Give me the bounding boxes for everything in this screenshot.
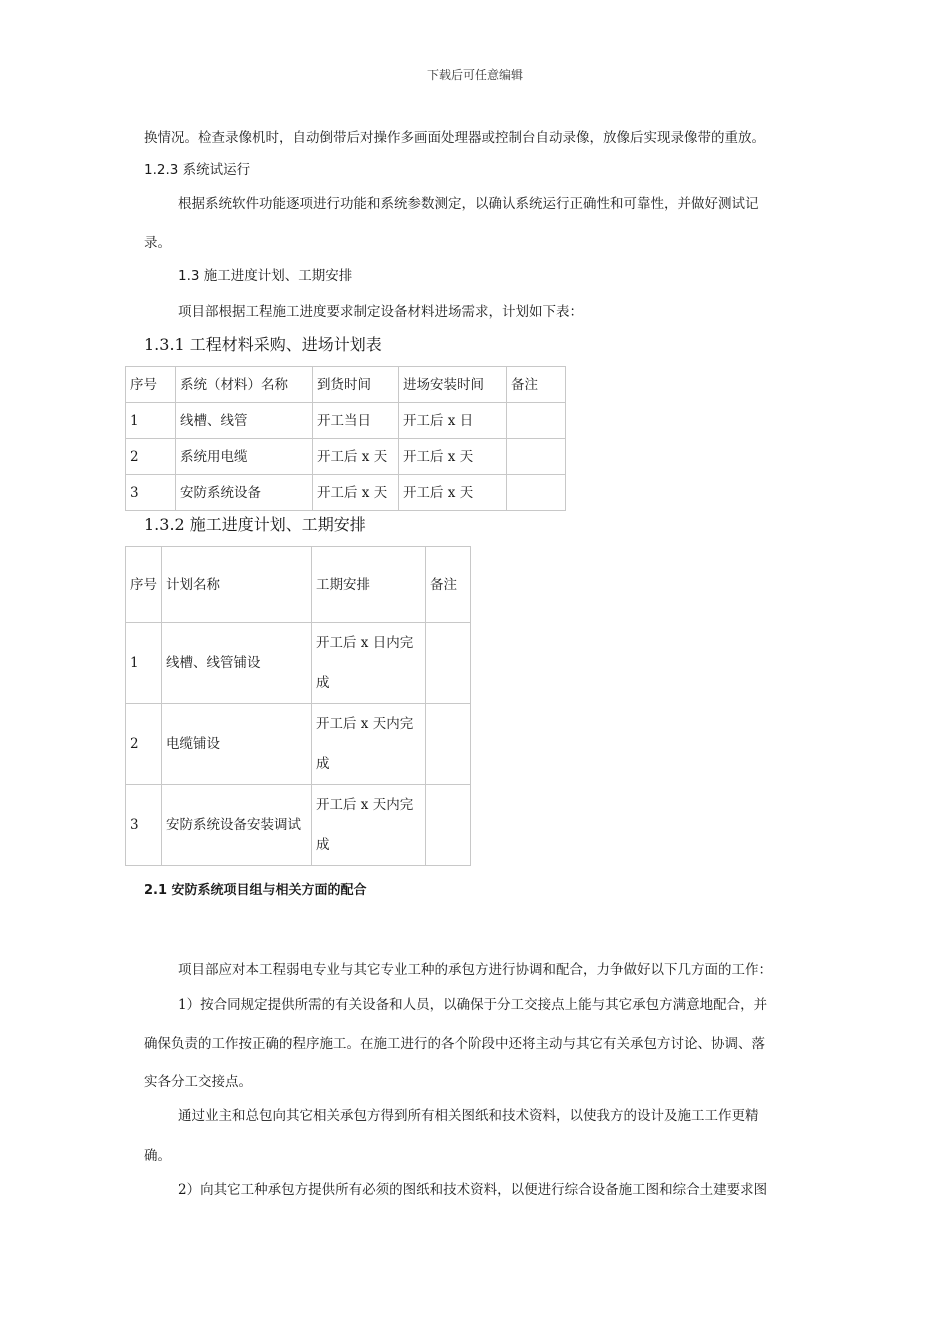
table-cell: 2 xyxy=(126,704,162,785)
paragraph: 项目部应对本工程弱电专业与其它专业工种的承包方进行协调和配合，力争做好以下几方面的工作： xyxy=(178,962,772,978)
table-cell: 线槽、线管 xyxy=(176,403,313,439)
table-cell: 安防系统设备安装调试 xyxy=(162,785,312,866)
table-header-cell: 工期安排 xyxy=(312,547,426,623)
page-header: 下载后可任意编辑 xyxy=(426,68,523,82)
table-cell: 开工后 x 天 xyxy=(313,439,399,475)
table-cell: 1 xyxy=(126,403,176,439)
paragraph: 通过业主和总包向其它相关承包方得到所有相关图纸和技术资料，以使我方的设计及施工工作更精 xyxy=(178,1108,759,1124)
table-header-row xyxy=(126,547,471,623)
table-cell: 2 xyxy=(126,439,176,475)
table-cell: 开工后 x 天内完成 xyxy=(312,704,426,785)
table-cell: 开工后 x 天 xyxy=(399,475,507,511)
paragraph: 1）按合同规定提供所需的有关设备和人员，以确保于分工交接点上能与其它承包方满意地配合，并 xyxy=(178,997,768,1013)
table-row xyxy=(126,785,471,866)
section-heading-2-1: 2.1 安防系统项目组与相关方面的配合 xyxy=(144,883,367,898)
paragraph: 2）向其它工种承包方提供所有必须的图纸和技术资料，以便进行综合设备施工图和综合土建要求图 xyxy=(178,1182,768,1198)
table-cell: 开工后 x 日 xyxy=(399,403,507,439)
table-title-1-3-1: 1.3.1 工程材料采购、进场计划表 xyxy=(144,335,382,354)
table-header-cell: 进场安装时间 xyxy=(399,367,507,403)
table-cell: 线槽、线管铺设 xyxy=(162,623,312,704)
table-cell xyxy=(426,623,471,704)
table-header-cell: 备注 xyxy=(507,367,566,403)
table-header-cell: 到货时间 xyxy=(313,367,399,403)
table-cell xyxy=(507,403,566,439)
table-cell: 3 xyxy=(126,785,162,866)
paragraph: 确。 xyxy=(144,1148,171,1164)
paragraph: 实各分工交接点。 xyxy=(144,1074,252,1090)
paragraph: 确保负责的工作按正确的程序施工。在施工进行的各个阶段中还将主动与其它有关承包方讨论、协调、落 xyxy=(144,1036,765,1052)
table-header-cell: 系统（材料）名称 xyxy=(176,367,313,403)
table-cell: 安防系统设备 xyxy=(176,475,313,511)
table-cell xyxy=(426,785,471,866)
table-cell: 开工后 x 天 xyxy=(313,475,399,511)
table-cell xyxy=(507,475,566,511)
paragraph: 根据系统软件功能逐项进行功能和系统参数测定，以确认系统运行正确性和可靠性，并做好测试记 xyxy=(178,196,759,212)
paragraph: 项目部根据工程施工进度要求制定设备材料进场需求，计划如下表： xyxy=(178,304,583,320)
table-header-cell: 序号 xyxy=(126,547,162,623)
table-cell: 3 xyxy=(126,475,176,511)
paragraph: 录。 xyxy=(144,235,171,251)
table-row xyxy=(126,439,566,475)
table-title-1-3-2: 1.3.2 施工进度计划、工期安排 xyxy=(144,515,366,534)
table-cell: 电缆铺设 xyxy=(162,704,312,785)
table-cell: 开工后 x 天 xyxy=(399,439,507,475)
table-cell: 开工后 x 日内完成 xyxy=(312,623,426,704)
table-cell: 开工当日 xyxy=(313,403,399,439)
table-header-cell: 序号 xyxy=(126,367,176,403)
table-header-cell: 备注 xyxy=(426,547,471,623)
table-cell xyxy=(507,439,566,475)
material-plan-table xyxy=(125,366,566,511)
paragraph: 换情况。检查录像机时，自动倒带后对操作多画面处理器或控制台自动录像，放像后实现录像带的重放。 xyxy=(144,130,765,146)
table-cell: 1 xyxy=(126,623,162,704)
table-row xyxy=(126,623,471,704)
schedule-table xyxy=(125,546,471,866)
section-heading-1-3: 1.3 施工进度计划、工期安排 xyxy=(178,268,353,284)
section-heading-1-2-3: 1.2.3 系统试运行 xyxy=(144,162,251,178)
table-cell: 开工后 x 天内完成 xyxy=(312,785,426,866)
table-header-cell: 计划名称 xyxy=(162,547,312,623)
table-header-row xyxy=(126,367,566,403)
table-cell: 系统用电缆 xyxy=(176,439,313,475)
table-cell xyxy=(426,704,471,785)
table-row xyxy=(126,475,566,511)
table-row xyxy=(126,704,471,785)
table-row xyxy=(126,403,566,439)
